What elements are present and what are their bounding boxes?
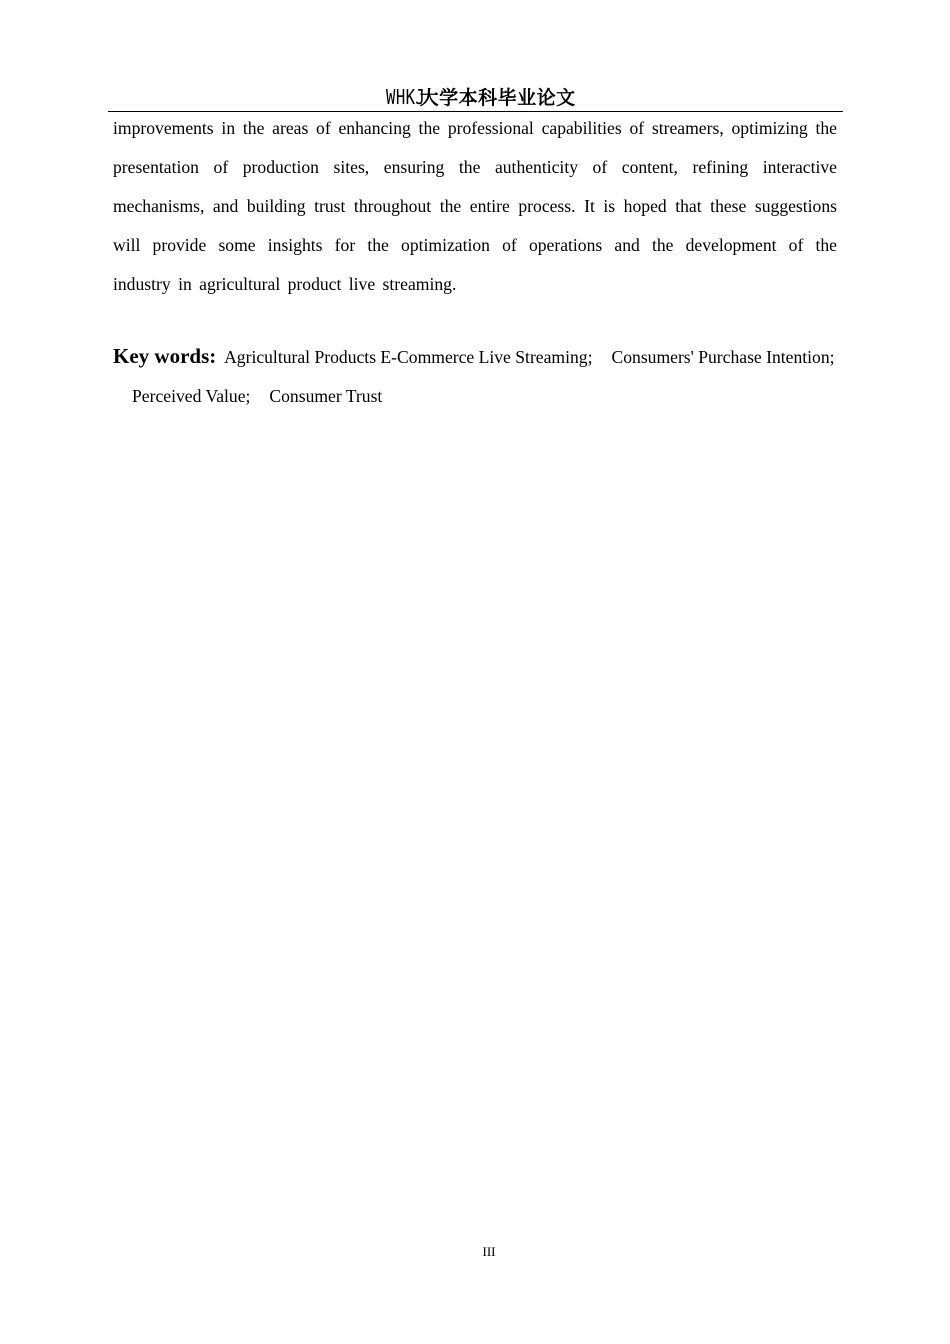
keywords-label-colon: :: [209, 344, 217, 368]
keyword-item: Consumer Trust: [269, 385, 383, 406]
abstract-paragraph: improvements in the areas of enhancing the professional capabilities of streamers, optimizing the presentation of production sites, ensuring the authenticity of content, refining interactive mechanisms, and building trust throughout the entire process. It is hoped that these suggestions will provide some insights for the optimization of operations and the development of the industry in agricultural product live streaming.: [113, 118, 837, 294]
keyword-item: Consumers' Purchase Intention;: [611, 347, 835, 367]
keywords-label-text: Key words: [113, 344, 210, 368]
keyword-item: Perceived Value;: [132, 385, 251, 406]
header-thesis-title: 大学本科毕业论文: [419, 87, 576, 109]
page-number: III: [482, 1244, 496, 1259]
header-institution-code: WHKJ: [386, 85, 426, 109]
keywords-label: [113, 344, 216, 368]
keyword-item: Agricultural Products E-Commerce Live Streaming;: [224, 347, 593, 367]
keywords-section: [113, 337, 837, 415]
running-header: [108, 84, 843, 111]
